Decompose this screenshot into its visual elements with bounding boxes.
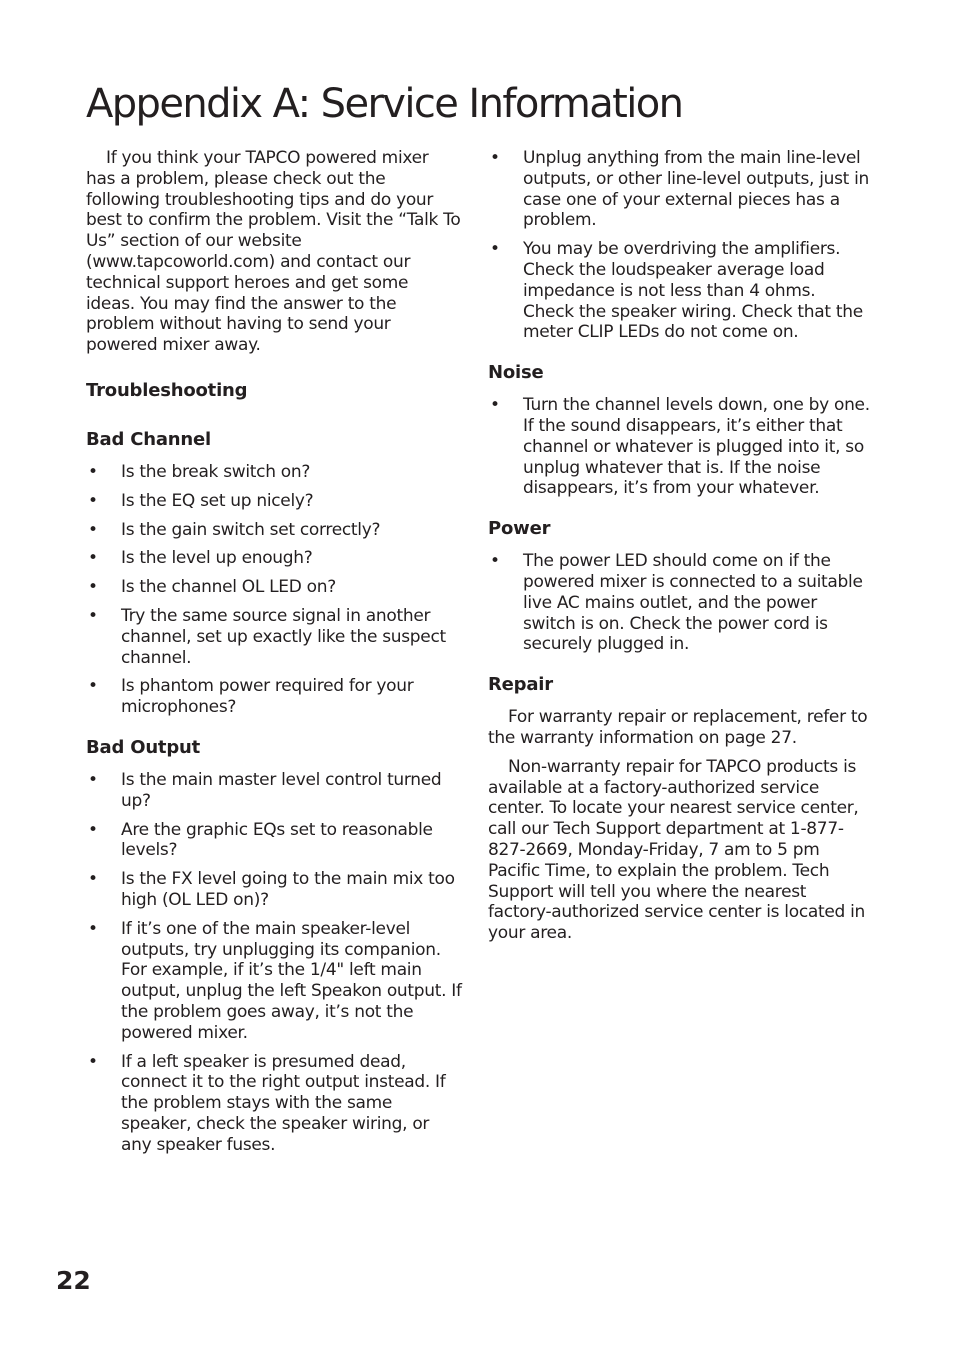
repair-paragraph: Non-warranty repair for TAPCO products is available at a factory-authorized service center. To locate your nearest service center, call our Tech Support department at 1-877-827-2669, Monday-Friday, 7 am to 5 pm Pacific Time, to explain the problem. Tech Support will tell you where the nearest factory-authorized service center is located in your area. <box>488 756 866 944</box>
troubleshooting-heading: Troubleshooting <box>86 379 248 401</box>
bullet-icon: • <box>88 548 98 569</box>
list-item: • Is the level up enough? <box>88 548 313 569</box>
list-item: • You may be overdriving the amplifiers. Check the loudspeaker average load impedance is not less than 4 ohms. Check the speaker wiring. Check that the meter CLIP LEDs do not come on. <box>490 239 863 343</box>
list-item: • Is phantom power required for your microphones? <box>88 676 414 718</box>
repair-heading: Repair <box>488 674 553 696</box>
list-item: • Is the gain switch set correctly? <box>88 519 381 540</box>
right-column <box>488 148 870 952</box>
list-item: • Is the main master level control turned up? <box>88 769 442 811</box>
power-heading: Power <box>488 518 551 540</box>
list-item: • Are the graphic EQs set to reasonable levels? <box>88 819 433 861</box>
bullet-icon: • <box>88 461 98 482</box>
bullet-icon: • <box>490 395 500 416</box>
bullet-icon: • <box>88 605 98 626</box>
repair-paragraph: For warranty repair or replacement, refer to the warranty information on page 27. <box>488 707 868 748</box>
page-title: Appendix A: Service Information <box>86 81 683 127</box>
list-item: • Is the FX level going to the main mix too high (OL LED on)? <box>88 869 455 910</box>
bullet-icon: • <box>490 148 500 168</box>
bullet-icon: • <box>88 676 98 697</box>
list-item: • Is the break switch on? <box>88 461 311 482</box>
bullet-icon: • <box>88 769 98 790</box>
list-item: • The power LED should come on if the powered mixer is connected to a suitable live AC mains outlet, and the power switch is on. Check the power cord is securely plugged in. <box>490 551 863 655</box>
bullet-icon: • <box>88 918 98 939</box>
bullet-icon: • <box>88 519 98 540</box>
bullet-icon: • <box>88 869 98 890</box>
bad-output-heading: Bad Output <box>86 736 201 758</box>
bullet-icon: • <box>88 577 98 598</box>
list-item: • If it’s one of the main speaker-level outputs, try unplugging its companion. For example, if it’s the 1/4" left main output, unplug the left Speakon output. If the problem goes away, it’s not the powered mixer. <box>88 918 462 1043</box>
list-item: • Is the EQ set up nicely? <box>88 490 314 511</box>
left-column <box>86 148 462 1163</box>
bullet-icon: • <box>490 551 500 572</box>
list-item: • Try the same source signal in another channel, set up exactly like the suspect channel. <box>88 605 446 668</box>
page-number: 22 <box>56 1266 91 1295</box>
bullet-icon: • <box>88 1051 98 1072</box>
list-item: • Is the channel OL LED on? <box>88 577 336 598</box>
bad-channel-list <box>86 462 462 718</box>
bad-output-continued-list <box>488 148 870 343</box>
list-item: • Unplug anything from the main line-level outputs, or other line-level outputs, just in case one of your external pieces has a problem. <box>490 148 870 231</box>
bullet-icon: • <box>88 819 98 840</box>
list-item: • If a left speaker is presumed dead, connect it to the right output instead. If the problem stays with the same speaker, check the speaker wiring, or any speaker fuses. <box>88 1051 446 1155</box>
power-list <box>488 551 870 655</box>
noise-heading: Noise <box>488 362 544 384</box>
bad-output-list <box>86 770 462 1156</box>
intro-paragraph: If you think your TAPCO powered mixer has a problem, please check out the following troubleshooting tips and do your best to confirm the problem. Visit the “Talk To Us” section of our website (www.tapcoworld.com) and contact our technical support heroes and get some ideas. You may find the answer to the problem without having to send your powered mixer away. <box>86 148 461 356</box>
bullet-icon: • <box>88 490 98 511</box>
list-item: • Turn the channel levels down, one by one. If the sound disappears, it’s either that channel or whatever is plugged into it, so unplug whatever that is. If the noise disappears, it’s from your whatever. <box>490 395 870 499</box>
bad-channel-heading: Bad Channel <box>86 428 211 450</box>
bullet-icon: • <box>490 239 500 260</box>
noise-list <box>488 395 870 499</box>
